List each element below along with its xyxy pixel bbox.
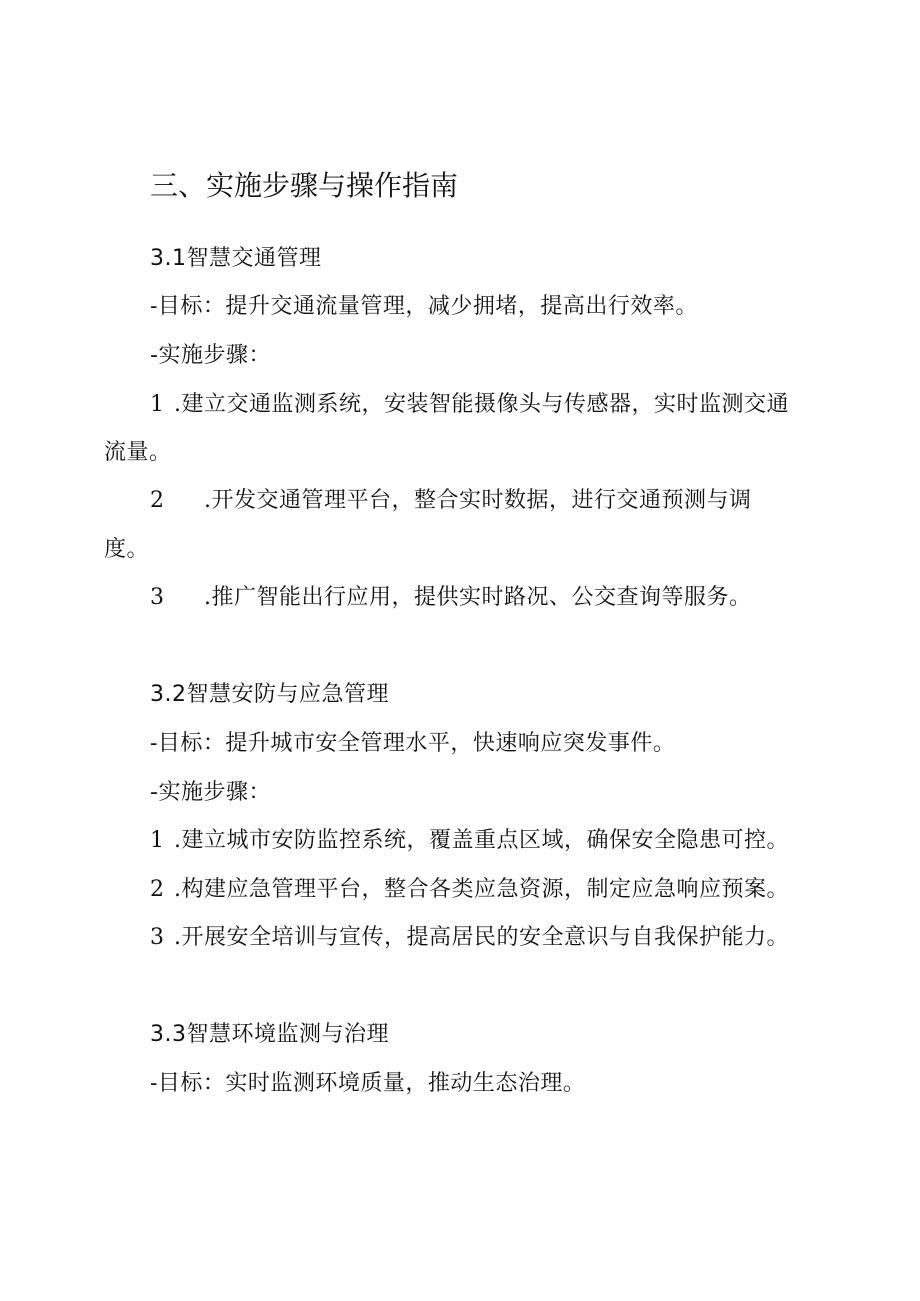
section-heading-3-1: 3.1智慧交通管理 <box>150 246 322 271</box>
chapter-title: 三、实施步骤与操作指南 <box>150 169 459 202</box>
step-number: 3 <box>150 925 165 950</box>
step-text: .开展安全培训与宣传，提高居民的安全意识与自我保护能力。 <box>174 925 789 950</box>
step-text: .建立城市安防监控系统，覆盖重点区域，确保安全隐患可控。 <box>174 828 789 853</box>
step-text: .建立交通监测系统，安装智能摄像头与传感器，实时监测交通 <box>174 392 789 417</box>
section-3-2-goal: -目标：提升城市安全管理水平，快速响应突发事件。 <box>150 731 676 756</box>
step-text: .推广智能出行应用，提供实时路况、公交查询等服务。 <box>204 585 752 610</box>
section-3-2-step-1 <box>150 826 789 856</box>
section-3-1-step-2-continued: 度。 <box>104 537 150 562</box>
section-3-1-goal: -目标：提升交通流量管理，减少拥堵，提高出行效率。 <box>150 294 698 319</box>
section-3-1-step-3 <box>150 583 752 613</box>
step-number: 2 <box>150 488 165 513</box>
section-3-1-step-1-continued: 流量。 <box>104 440 172 465</box>
section-heading-3-2: 3.2智慧安防与应急管理 <box>150 682 389 707</box>
section-3-1-step-2 <box>150 486 752 516</box>
section-3-1-steps-label: -实施步骤： <box>150 343 271 368</box>
section-3-2-step-2 <box>150 875 789 905</box>
section-3-2-steps-label: -实施步骤： <box>150 780 271 805</box>
section-3-1-step-1 <box>150 390 789 420</box>
step-number: 1 <box>150 828 165 853</box>
section-3-3-goal: -目标：实时监测环境质量，推动生态治理。 <box>150 1071 586 1096</box>
section-heading-3-3: 3.3智慧环境监测与治理 <box>150 1022 389 1047</box>
step-number: 2 <box>150 877 165 902</box>
step-number: 3 <box>150 585 165 610</box>
section-3-2-step-3 <box>150 923 789 953</box>
step-text: .开发交通管理平台，整合实时数据，进行交通预测与调 <box>204 488 752 513</box>
step-text: .构建应急管理平台，整合各类应急资源，制定应急响应预案。 <box>174 877 789 902</box>
step-number: 1 <box>150 392 165 417</box>
